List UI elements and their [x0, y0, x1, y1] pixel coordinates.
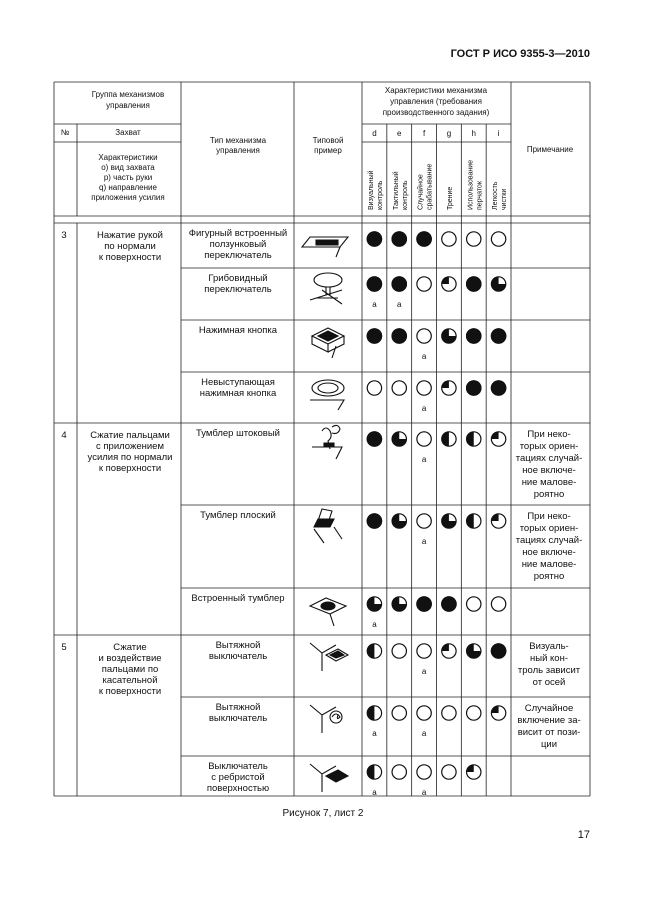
- footnote-mark: a: [421, 352, 427, 361]
- mechanism-type: с ребристой: [211, 772, 265, 783]
- vertical-header: срабатывание: [426, 163, 434, 210]
- vertical-header: Случайное: [417, 174, 425, 210]
- mark-outline: [392, 765, 406, 779]
- rating-mark: [392, 232, 406, 246]
- rating-mark: [467, 597, 481, 611]
- icon-stroke: [332, 425, 340, 433]
- footnote-mark: a: [372, 620, 377, 629]
- mechanism-header: управления (требования: [390, 97, 482, 106]
- rating-mark: [491, 329, 505, 343]
- mark-fill: [367, 765, 374, 779]
- mark-outline: [417, 765, 431, 779]
- remark-text: роятно: [533, 489, 565, 500]
- rating-mark: [467, 232, 481, 246]
- mark-outline: [367, 381, 381, 395]
- mark-outline: [392, 706, 406, 720]
- rating-mark: [367, 381, 381, 395]
- rating-mark: [467, 277, 481, 291]
- type-header: Тип механизма: [209, 136, 267, 145]
- rating-mark: [367, 277, 381, 291]
- remark-text: ции: [540, 739, 558, 750]
- rating-mark: [367, 432, 381, 446]
- rating-mark: [442, 381, 456, 395]
- mechanism-header: производственного задания): [382, 108, 490, 117]
- group-description: с приложением: [96, 441, 164, 452]
- mechanism-type: Нажимная кнопка: [198, 325, 278, 336]
- rating-mark: [392, 706, 406, 720]
- mechanism-type: переключатель: [204, 250, 272, 261]
- letter-header: i: [497, 129, 500, 138]
- rating-mark: [367, 232, 381, 246]
- remark-text: ное включе-: [522, 465, 576, 476]
- group-description: к поверхности: [98, 252, 162, 263]
- rating-mark: [467, 765, 481, 779]
- remark-text: Случайное: [524, 703, 574, 714]
- mark-outline: [491, 232, 505, 246]
- remark-text: Визуаль-: [529, 641, 569, 652]
- rating-mark: [392, 765, 406, 779]
- characteristics-header: p) часть руки: [103, 173, 153, 182]
- rating-mark: [442, 706, 456, 720]
- mechanism-type: Встроенный тумблер: [191, 593, 285, 604]
- mark-fill: [367, 514, 381, 528]
- mark-fill: [367, 277, 381, 291]
- type-header: управления: [216, 146, 260, 155]
- rating-mark: [367, 329, 381, 343]
- rating-mark: [467, 329, 481, 343]
- mark-outline: [417, 329, 431, 343]
- mark-fill: [367, 232, 381, 246]
- toggle-rod-icon: [312, 425, 342, 459]
- mechanism-type: переключатель: [204, 284, 272, 295]
- group-header-text: управления: [106, 101, 150, 110]
- mark-outline: [417, 277, 431, 291]
- footnote-mark: a: [421, 729, 427, 738]
- icon-stroke: [314, 527, 342, 543]
- group-description: Сжатие пальцами: [90, 430, 170, 441]
- icon-stroke: [332, 346, 336, 358]
- mechanism-type: Выключатель: [208, 761, 268, 772]
- mark-fill: [417, 597, 431, 611]
- rating-mark: [417, 329, 431, 343]
- remark-text: торых ориен-: [519, 441, 579, 452]
- rating-mark: [392, 381, 406, 395]
- rating-mark: [467, 706, 481, 720]
- rating-mark: [442, 432, 456, 446]
- vertical-header: перчаток: [476, 181, 484, 210]
- rating-mark: [417, 514, 431, 528]
- footnote-mark: a: [421, 788, 427, 797]
- rating-mark: [417, 277, 431, 291]
- mark-outline: [491, 597, 505, 611]
- rating-mark: [392, 277, 406, 291]
- mark-fill: [367, 432, 381, 446]
- rating-mark: [367, 765, 381, 779]
- vertical-header: Тактильный: [392, 171, 400, 210]
- letter-header: f: [422, 129, 426, 138]
- remark-text: троль зависит: [517, 665, 581, 676]
- rating-mark: [442, 277, 456, 291]
- grip-header: Захват: [115, 128, 141, 137]
- rating-mark: [417, 232, 431, 246]
- vertical-header: Трение: [446, 186, 454, 210]
- number-header: №: [60, 128, 70, 137]
- group-description: к поверхности: [98, 463, 162, 474]
- mechanism-type: Невыступающая: [201, 377, 275, 388]
- letter-header: e: [397, 129, 402, 138]
- rating-mark: [442, 644, 456, 658]
- mark-fill: [442, 432, 449, 446]
- icon-stroke: [312, 447, 342, 459]
- mark-fill: [491, 381, 505, 395]
- icon-stroke: [316, 240, 338, 245]
- mark-outline: [417, 644, 431, 658]
- rating-mark: [491, 706, 505, 720]
- mark-fill: [491, 644, 505, 658]
- letter-header: h: [471, 129, 476, 138]
- group-description: пальцами по: [101, 664, 159, 675]
- mark-fill: [491, 514, 498, 521]
- footnote-mark: a: [397, 300, 402, 309]
- rating-mark: [417, 644, 431, 658]
- mark-outline: [392, 381, 406, 395]
- ribbed-switch-icon: [310, 764, 348, 792]
- group-description: и воздействие: [98, 653, 162, 664]
- mark-fill: [367, 329, 381, 343]
- example-header: Типовой: [312, 136, 344, 145]
- document-code: ГОСТ Р ИСО 9355-3—2010: [450, 48, 590, 60]
- group-description: Нажатие рукой: [97, 230, 163, 241]
- rating-mark: [417, 765, 431, 779]
- mark-outline: [417, 381, 431, 395]
- mark-outline: [392, 644, 406, 658]
- icon-stroke: [314, 273, 342, 287]
- rating-mark: [442, 765, 456, 779]
- icon-stroke: [321, 602, 335, 610]
- icon-stroke: [318, 383, 338, 393]
- mechanism-type: Фигурный встроенный: [188, 228, 288, 239]
- mark-fill: [467, 381, 481, 395]
- icon-stroke: [310, 643, 336, 671]
- mechanism-type: Тумблер плоский: [200, 510, 276, 521]
- characteristics-header: q) направление: [99, 183, 157, 192]
- rating-mark: [367, 514, 381, 528]
- remark-text: ное включе-: [522, 547, 576, 558]
- icon-stroke: [310, 705, 336, 733]
- mark-outline: [417, 432, 431, 446]
- remark-text: ный кон-: [530, 653, 568, 664]
- mechanism-type: Вытяжной: [215, 702, 261, 713]
- mechanism-type: нажимная кнопка: [199, 388, 277, 399]
- icon-stroke: [330, 614, 334, 626]
- mechanism-header: Характеристики механизма: [384, 86, 488, 95]
- letter-header: d: [372, 129, 377, 138]
- mark-outline: [442, 232, 456, 246]
- mechanism-type: поверхностью: [206, 783, 270, 794]
- pull-switch-icon: [310, 643, 348, 671]
- pull-switch-knob-icon: [310, 705, 342, 733]
- mark-fill: [392, 329, 406, 343]
- remark-text: ние малове-: [521, 559, 577, 570]
- group-number: 4: [61, 430, 67, 441]
- footnote-mark: a: [421, 537, 427, 546]
- characteristics-header: приложения усилия: [91, 193, 165, 202]
- rating-mark: [467, 514, 481, 528]
- footnote-mark: a: [372, 729, 377, 738]
- mark-fill: [367, 644, 374, 658]
- rating-mark: [367, 597, 381, 611]
- footnote-mark: a: [421, 404, 427, 413]
- mark-fill: [467, 432, 474, 446]
- footnote-mark: a: [421, 667, 427, 676]
- rating-mark: [491, 597, 505, 611]
- mark-fill: [467, 329, 481, 343]
- remark-text: от осей: [532, 677, 566, 688]
- group-number: 5: [61, 642, 67, 653]
- remark-text: включение за-: [517, 715, 581, 726]
- mechanism-type: Тумблер штоковый: [196, 428, 280, 439]
- rating-mark: [467, 644, 481, 658]
- mark-outline: [467, 597, 481, 611]
- rating-mark: [392, 432, 406, 446]
- mark-fill: [467, 277, 481, 291]
- rating-mark: [367, 644, 381, 658]
- mark-outline: [467, 706, 481, 720]
- mark-outline: [417, 706, 431, 720]
- mark-outline: [417, 514, 431, 528]
- example-header: пример: [314, 146, 342, 155]
- rating-mark: [467, 432, 481, 446]
- mark-fill: [491, 706, 498, 713]
- mark-outline: [442, 765, 456, 779]
- figure-caption: Рисунок 7, лист 2: [282, 808, 364, 819]
- rating-mark: [417, 432, 431, 446]
- mark-fill: [392, 277, 406, 291]
- rating-mark: [417, 597, 431, 611]
- rating-mark: [442, 232, 456, 246]
- mushroom-switch-icon: [310, 273, 342, 304]
- icon-stroke: [326, 770, 348, 782]
- rating-mark: [392, 597, 406, 611]
- group-description: усилия по нормали: [87, 452, 173, 463]
- remark-text: При неко-: [527, 511, 571, 522]
- mark-fill: [367, 706, 374, 720]
- rating-mark: [467, 381, 481, 395]
- mark-fill: [392, 232, 406, 246]
- rating-mark: [417, 706, 431, 720]
- group-description: по нормали: [104, 241, 156, 252]
- characteristics-header: Характеристики: [98, 153, 158, 162]
- mechanism-type: Вытяжной: [215, 640, 261, 651]
- footnote-mark: a: [372, 300, 377, 309]
- rating-mark: [392, 514, 406, 528]
- characteristics-header: o) вид захвата: [101, 163, 155, 172]
- remark-text: тациях случай-: [515, 453, 583, 464]
- vertical-header: контроль: [401, 180, 409, 210]
- remark-text: висит от пози-: [517, 727, 581, 738]
- vertical-header: Легкость: [492, 181, 500, 210]
- vertical-header: контроль: [376, 180, 384, 210]
- mark-fill: [491, 329, 505, 343]
- push-button-icon: [312, 328, 344, 358]
- mark-fill: [467, 765, 474, 772]
- rating-mark: [392, 644, 406, 658]
- remark-text: роятно: [533, 571, 565, 582]
- mark-fill: [442, 644, 449, 651]
- group-description: к поверхности: [98, 686, 162, 697]
- group-description: касательной: [102, 675, 158, 686]
- rating-mark: [442, 514, 456, 528]
- toggle-flat-icon: [314, 509, 342, 543]
- icon-stroke: [332, 714, 340, 719]
- vertical-header: Визуальный: [367, 170, 375, 210]
- mark-outline: [442, 706, 456, 720]
- icon-stroke: [336, 247, 340, 257]
- mark-fill: [442, 381, 449, 388]
- mark-fill: [442, 597, 456, 611]
- group-header-text: Группа механизмов: [91, 90, 165, 99]
- rating-mark: [491, 514, 505, 528]
- mechanism-type: ползунковый: [209, 239, 267, 250]
- icon-stroke: [310, 400, 344, 410]
- footnote-mark: a: [372, 788, 377, 797]
- vertical-header: Использование: [467, 159, 475, 210]
- slide-switch-icon: [302, 237, 348, 257]
- footnote-mark: a: [421, 455, 427, 464]
- rating-mark: [491, 232, 505, 246]
- rating-mark: [491, 381, 505, 395]
- rating-mark: [417, 381, 431, 395]
- note-header: Примечание: [526, 145, 574, 154]
- mark-fill: [442, 277, 449, 284]
- letter-header: g: [446, 129, 452, 138]
- mechanism-type: выключатель: [208, 713, 268, 724]
- remark-text: торых ориен-: [519, 523, 579, 534]
- icon-stroke: [312, 380, 344, 396]
- group-number: 3: [61, 230, 67, 241]
- mark-fill: [417, 232, 431, 246]
- mark-outline: [467, 232, 481, 246]
- mark-fill: [467, 514, 474, 528]
- mechanism-type: Грибовидный: [208, 273, 268, 284]
- vertical-header: чистки: [501, 188, 509, 210]
- rating-mark: [392, 329, 406, 343]
- remark-text: При неко-: [527, 429, 571, 440]
- remark-text: тациях случай-: [515, 535, 583, 546]
- icon-stroke: [318, 331, 338, 341]
- rating-mark: [491, 432, 505, 446]
- rating-mark: [491, 277, 505, 291]
- rating-mark: [442, 329, 456, 343]
- rating-mark: [491, 644, 505, 658]
- page-number: 17: [577, 829, 590, 841]
- rating-mark: [367, 706, 381, 720]
- rating-mark: [442, 597, 456, 611]
- group-description: Сжатие: [113, 642, 147, 653]
- embedded-toggle-icon: [310, 598, 346, 626]
- remark-text: ние малове-: [521, 477, 577, 488]
- mark-fill: [491, 432, 498, 439]
- flush-button-icon: [310, 380, 344, 410]
- mechanism-type: выключатель: [208, 651, 268, 662]
- icon-stroke: [324, 443, 334, 447]
- icon-stroke: [314, 519, 334, 527]
